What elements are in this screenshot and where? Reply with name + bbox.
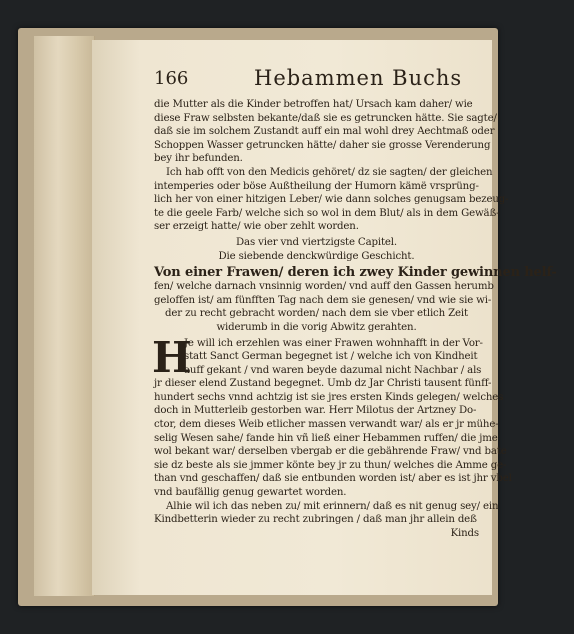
text-line: jr dieser elend Zustand begegnet. Umb dz Jar Christi tausent fünff- [154,378,492,390]
text-line: ctor, dem dieses Weib etlicher massen verwandt war/ als er jr mühe- [154,419,499,431]
drop-cap: H [152,332,192,382]
chapter-title-line: widerumb in die vorig Abwitz gerahten. [216,321,417,333]
chapter-subtitle: Die siebende denckwürdige Geschicht. [218,250,415,262]
text-line: diese Fraw selbsten bekante/daß sie es getruncken hätte. Sie sagte/ [154,112,497,124]
page-number: 166 [154,68,189,89]
chapter-title [154,265,574,334]
text-line: Alhie wil ich das neben zu/ mit erinnern/ daß es nit genug sey/ ein [166,500,499,512]
paragraph-1 [154,98,574,166]
text-line: selig Wesen sahe/ fande hin vñ ließ einer Hebammen ruffen/ die jme [154,432,498,444]
text-line: lich her von einer hitzigen Leber/ wie dann solches genugsam bezeug- [154,194,509,206]
chapter-title-line: Von einer Frawen/ deren ich zwey Kinder gewinnen helf- [154,265,557,281]
book-page [92,40,557,595]
chapter-title-line: geloffen ist/ am fünfften Tag nach dem sie genesen/ vnd wie sie wi- [154,294,492,306]
text-line: wol bekant war/ derselben vbergab er die gebährende Fraw/ vnd bate [154,446,507,458]
text-line: hundert sechs vnnd achtzig ist sie jres ersten Kinds gelegen/ welches [154,391,504,403]
text-line: bey ihr befunden. [154,153,243,165]
text-line: vnd baufällig genug gewartet worden. [154,487,347,499]
paragraph-2 [154,166,574,234]
text-line: auff gekant / vnd waren beyde dazumal nicht Nachbar / als [184,364,482,376]
text-line: te die geele Farb/ welche sich so wol in dem Blut/ als in dem Gewäß- [154,207,500,219]
text-line: statt Sanct German begegnet ist / welche ich von Kindheit [184,351,478,363]
paragraph-4 [154,500,574,527]
text-line: doch in Mutterleib gestorben war. Herr Milotus der Artzney Do- [154,405,477,417]
page-text [154,68,574,540]
chapter-number: Das vier vnd viertzigste Capitel. [236,236,397,248]
text-line: Kindbetterin wieder zu recht zubringen / daß man jhr allein deß [154,514,477,526]
catchword: Kinds [450,527,479,539]
page-header [154,68,574,98]
text-line: Ich hab offt von den Medicis gehöret/ dz sie sagten/ der gleichen [166,166,493,178]
page-edges [34,36,95,596]
text-line: die Mutter als die Kinder betroffen hat/ Ursach kam daher/ wie [154,99,473,110]
text-line: sie dz beste als sie jmmer könte bey jr zu thun/ welches die Amme ge- [154,459,507,471]
text-line: intemperies oder böse Außtheilung der Humorn kämë vrsprüng- [154,180,479,192]
text-line: Schoppen Wasser getruncken hätte/ daher sie grosse Verenderung [154,139,491,151]
running-head: Hebammen Buchs [254,66,463,90]
text-line: Je will ich erzehlen was einer Frawen wohnhafft in der Vor- [184,337,483,349]
chapter-title-line: fen/ welche darnach vnsinnig worden/ vnd auff den Gassen herumb [154,281,494,293]
text-line: daß sie im solchem Zustandt auff ein mal wohl drey Aechtmaß oder [154,126,495,138]
chapter-title-line: der zu recht gebracht worden/ nach dem sie vber etlich Zeit [165,308,468,320]
text-line: than vnd geschaffen/ daß sie entbunden worden ist/ aber es ist jhr vbel [154,473,512,485]
paragraph-3 [152,332,574,500]
text-line: ser erzeigt hatte/ wie ober zehlt worden. [154,221,359,233]
